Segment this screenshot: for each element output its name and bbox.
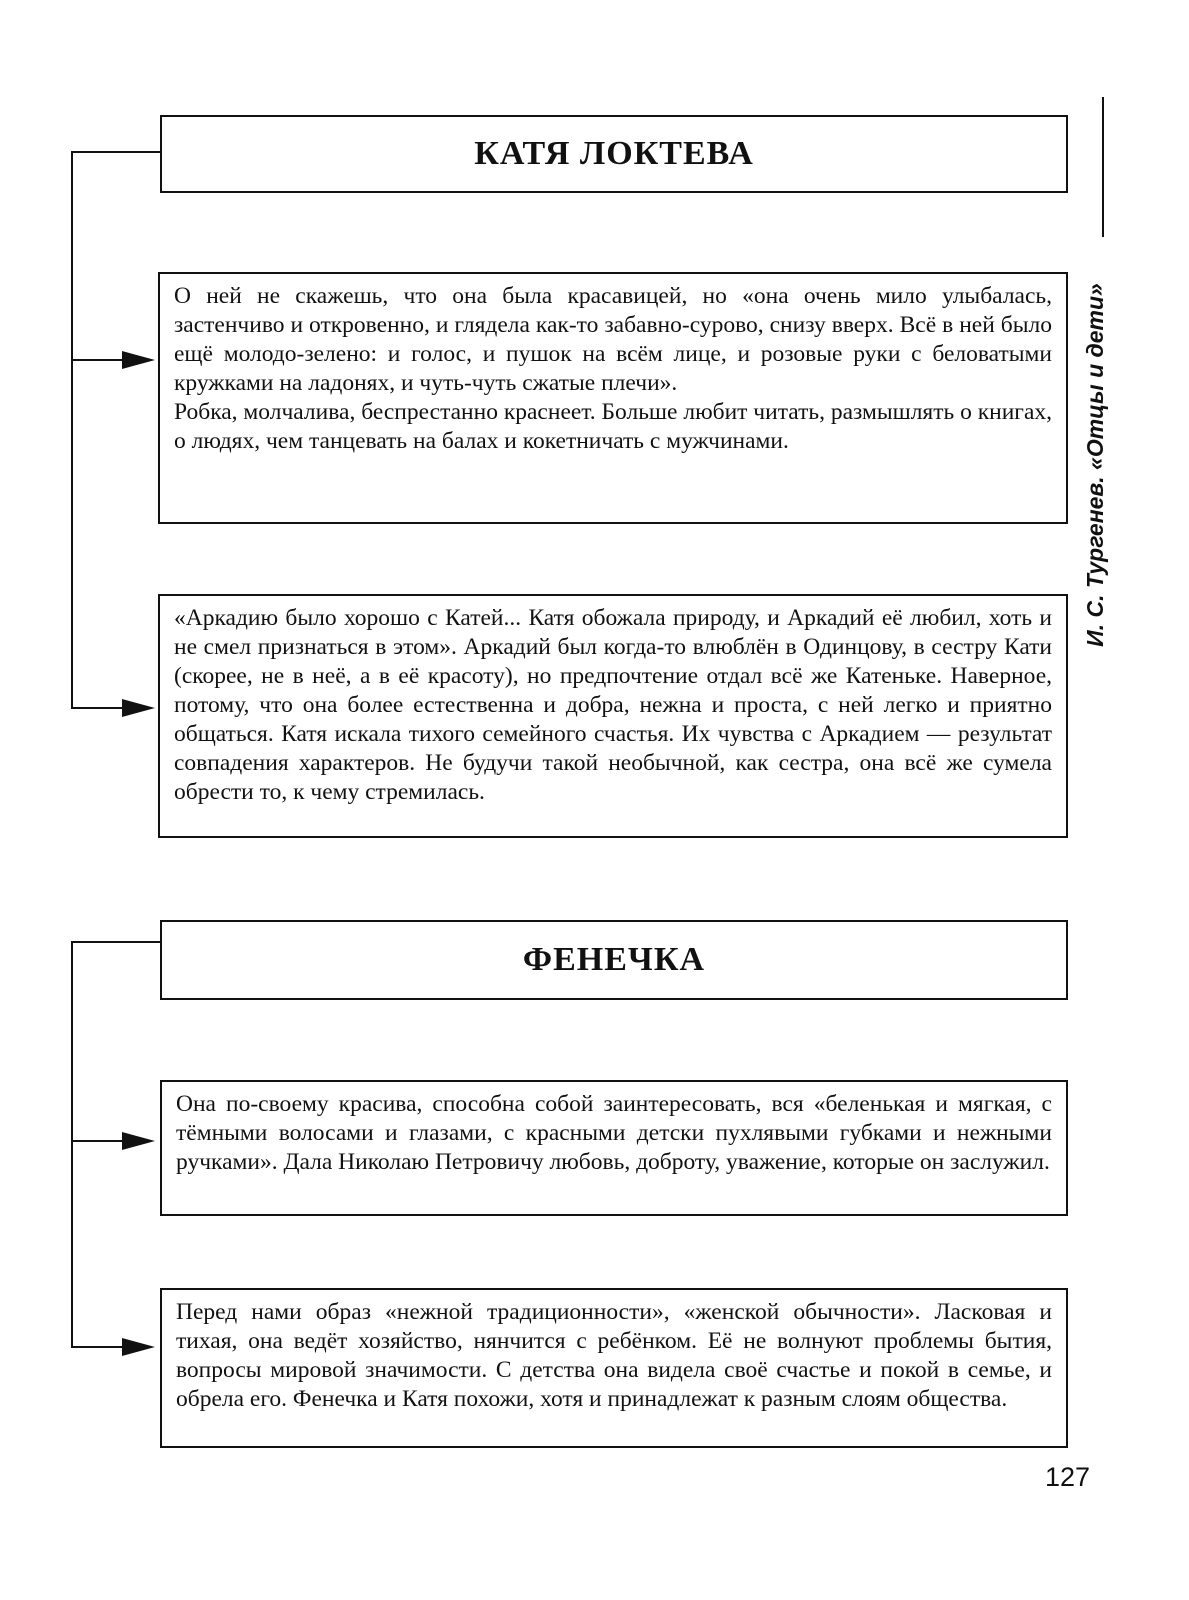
description-box [158, 594, 1068, 838]
description-box [158, 272, 1068, 524]
description-box [160, 1288, 1068, 1448]
section-title: ФЕНЕЧКА [522, 941, 706, 978]
arrow-icon [122, 699, 155, 717]
arrow-icon [122, 351, 155, 369]
section-title-box [160, 920, 1068, 1000]
arrow-icon [122, 1338, 155, 1356]
section-title-box [160, 115, 1068, 193]
description-text: Перед нами образ «нежной традиционности», «женской обычности». Ласковая и тихая, она ведёт хозяйство, нянчится с ребёнком. Её не волнуют проблемы бытия, вопросы мировой значимости. С детства она видела своё счастье и покой в семье, и обрела его. Фенечка и Катя похожи, хотя и принадлежат к разным слоям общества. [176, 1299, 1052, 1412]
description-box [160, 1080, 1068, 1216]
page-number: 127 [1044, 1462, 1090, 1492]
arrow-icon [122, 1132, 155, 1150]
description-text: «Аркадию было хорошо с Катей... Катя обожала природу, и Аркадий её любил, хоть и не смел признаться в этом». Аркадий был когда-то влюблён в Одинцову, в сестру Кати (скорее, не в неё, а в её красоту), но предпочтение отдал всё же Катеньке. Наверное, потому, что она более естественна и добра, нежна и проста, с ней легко и приятно общаться. Катя искала тихого семейного счастья. Их чувства с Аркадием — результат совпадения характеров. Не будучи такой необычной, как сестра, она всё же сумела обрести то, к чему стремилась. [174, 605, 1052, 805]
section-title: КАТЯ ЛОКТЕВА [474, 135, 754, 172]
description-text: О ней не скажешь, что она была красавицей, но «она очень мило улыбалась, застенчиво и откровенно, и глядела как-то забавно-сурово, снизу вверх. Всё в ней было ещё молодо-зелено: и голос, и пушок на всём лице, и розовые руки с беловатыми кружками на ладонях, и чуть-чуть сжатые плечи». [174, 283, 1052, 396]
running-header: И. С. Тургенев. «Отцы и дети» [1082, 283, 1108, 647]
header-rule [1102, 97, 1104, 237]
description-text: Она по-своему красива, способна собой заинтересовать, вся «беленькая и мягкая, с тёмными волосами и глазами, с красными детски пухлявыми губками и нежными ручками». Дала Николаю Петровичу любовь, доброту, уважение, которые он заслужил. [176, 1091, 1052, 1175]
description-text: Робка, молчалива, беспрестанно краснеет. Больше любит читать, размышлять о книгах, о людях, чем танцевать на балах и кокетничать с мужчинами. [174, 399, 1052, 454]
